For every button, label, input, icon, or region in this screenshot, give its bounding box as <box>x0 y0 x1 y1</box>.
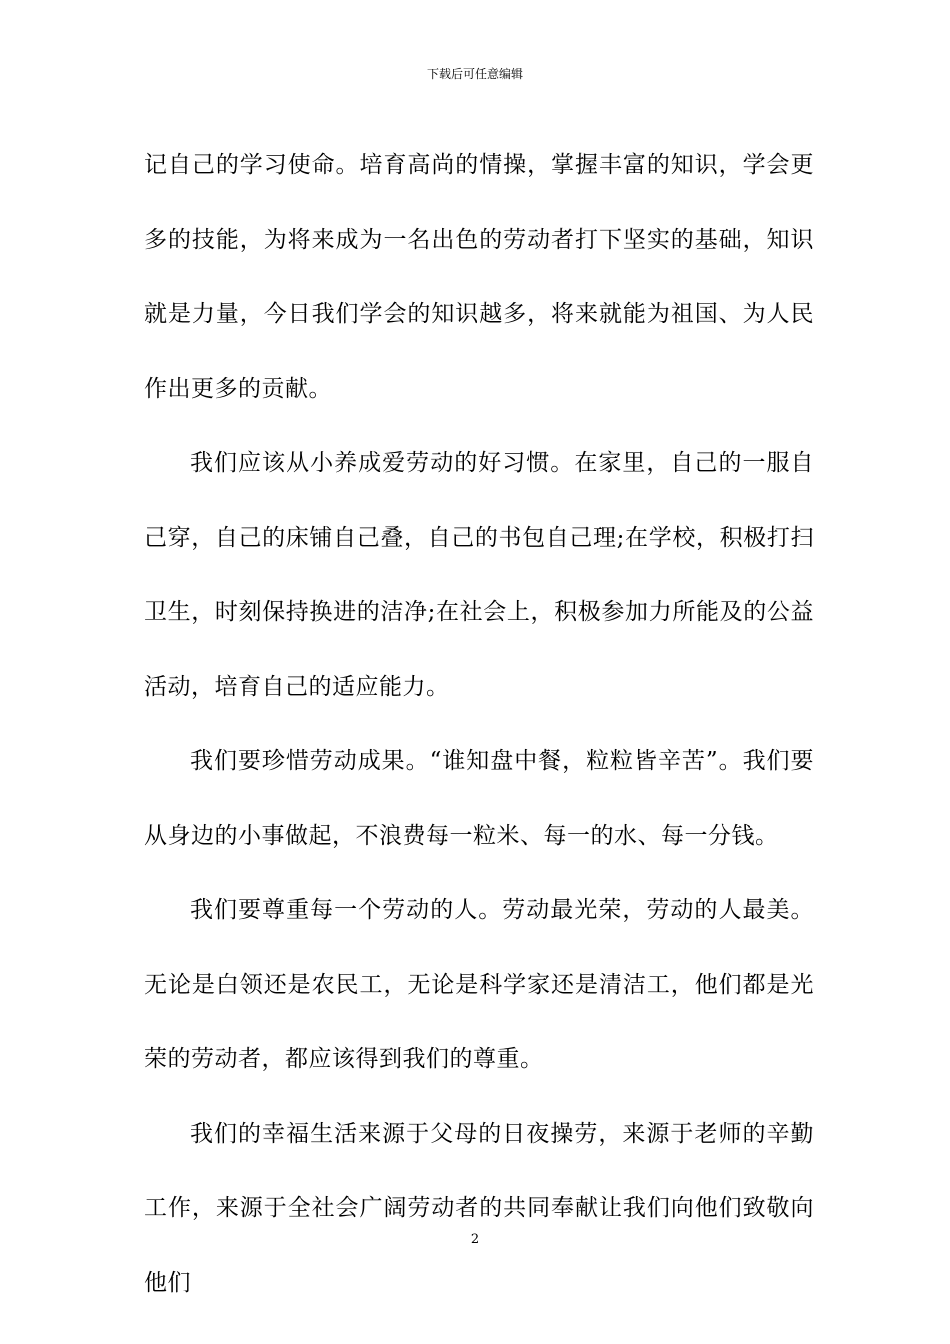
page-header: 下载后可任意编辑 <box>426 67 523 81</box>
paragraph-labor-habits: 我们应该从小养成爱劳动的好习惯。在家里，自己的一服自己穿，自己的床铺自己叠，自己的书包自己理;在学校，积极打扫卫生，时刻保持换进的洁净;在社会上，积极参加力所能及的公益活动，培育自己的适应能力。 <box>144 450 814 700</box>
paragraph-continuation: 记自己的学习使命。培育高尚的情操，掌握丰富的知识，学会更多的技能，为将来成为一名出色的劳动者打下坚实的基础，知识就是力量，今日我们学会的知识越多，将来就能为祖国、为人民作出更多的贡献。 <box>144 152 814 402</box>
paragraph-cherish-results: 我们要珍惜劳动成果。“谁知盘中餐，粒粒皆辛苦”。我们要从身边的小事做起，不浪费每一粒米、每一的水、每一分钱。 <box>144 748 814 849</box>
paragraph-respect-workers: 我们要尊重每一个劳动的人。劳动最光荣，劳动的人最美。无论是白领还是农民工，无论是科学家还是清洁工，他们都是光荣的劳动者，都应该得到我们的尊重。 <box>144 897 814 1072</box>
paragraph-happy-life: 我们的幸福生活来源于父母的日夜操劳，来源于老师的辛勤工作，来源于全社会广阔劳动者的共同奉献让我们向他们致敬向他们 <box>144 1120 814 1296</box>
document-body <box>144 128 814 1320</box>
page-number: 2 <box>470 1232 480 1247</box>
